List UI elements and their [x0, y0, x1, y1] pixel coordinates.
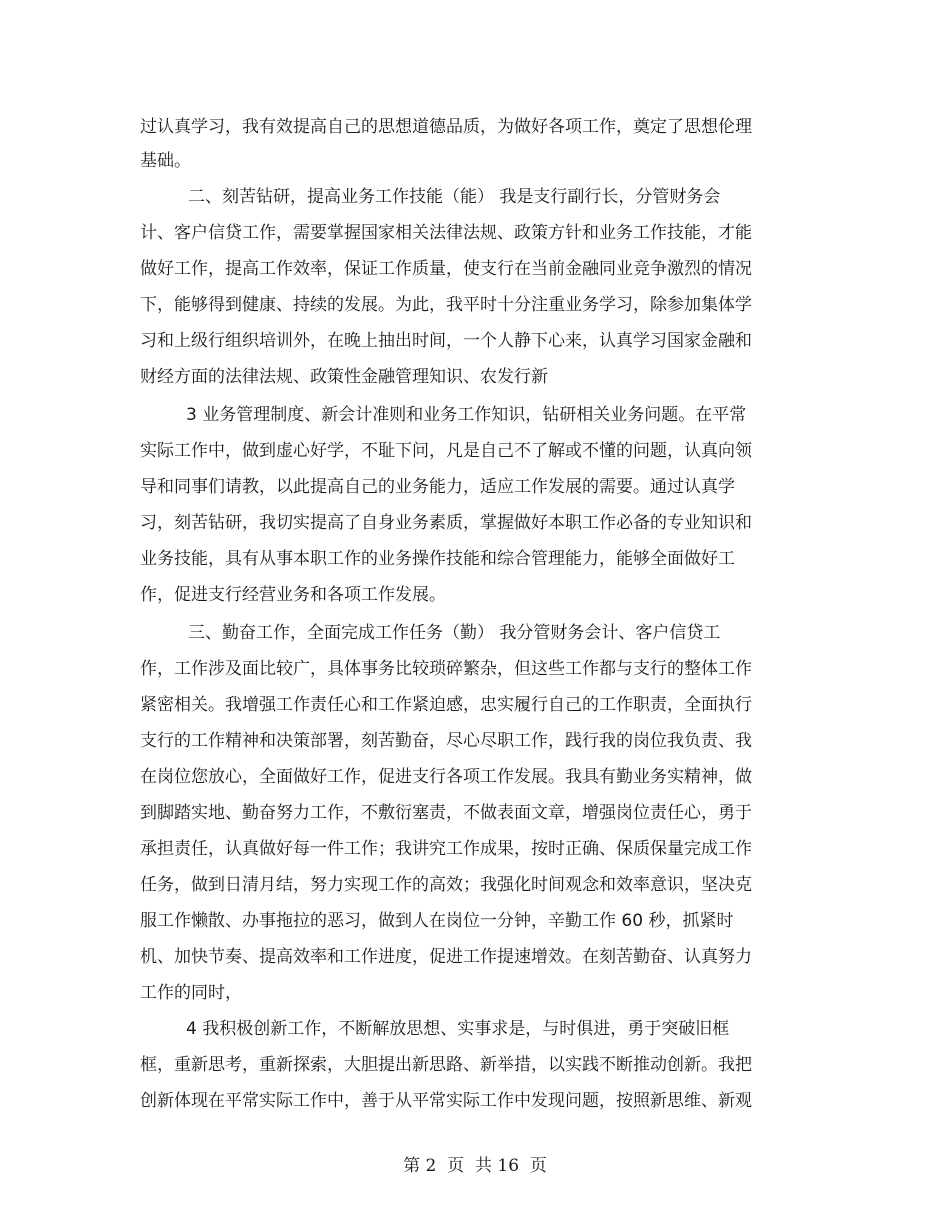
- text-line: 工作的同时，: [140, 983, 242, 1003]
- text-line: 二、刻苦钻研，提高业务工作技能（能） 我是支行副行长，分管财务会: [188, 187, 721, 207]
- text-line: 导和同事们请教，以此提高自己的业务能力，适应工作发展的需要。通过认真学: [140, 477, 735, 497]
- text-line: 习，刻苦钻研，我切实提高了自身业务素质，掌握做好本职工作必备的专业知识和: [140, 513, 752, 533]
- text-line: 实际工作中，做到虚心好学，不耻下问，凡是自己不了解或不懂的问题，认真向领: [140, 441, 752, 461]
- text-line: 框，重新思考，重新探索，大胆提出新思路、新举措，以实践不断推动创新。我把: [140, 1055, 752, 1075]
- text-line: 做好工作，提高工作效率，保证工作质量，使支行在当前金融同业竞争激烈的情况: [140, 259, 752, 279]
- text-line: 服工作懒散、办事拖拉的恶习，做到人在岗位一分钟，辛勤工作 60 秒，抓紧时: [140, 911, 734, 931]
- text-line: 计、客户信贷工作，需要掌握国家相关法律法规、政策方针和业务工作技能，才能: [140, 223, 752, 243]
- text-line: 习和上级行组织培训外，在晚上抽出时间，一个人静下心来，认真学习国家金融和: [140, 331, 752, 351]
- text-line: 承担责任，认真做好每一件工作；我讲究工作成果，按时正确、保质保量完成工作: [140, 839, 752, 859]
- text-line: 在岗位您放心，全面做好工作，促进支行各项工作发展。我具有勤业务实精神，做: [140, 767, 752, 787]
- text-line: 下，能够得到健康、持续的发展。为此，我平时十分注重业务学习，除参加集体学: [140, 295, 752, 315]
- text-line: 任务，做到日清月结，努力实现工作的高效；我强化时间观念和效率意识，坚决克: [140, 875, 752, 895]
- text-line: 过认真学习，我有效提高自己的思想道德品质，为做好各项工作，奠定了思想伦理: [140, 117, 752, 137]
- text-line: 3 业务管理制度、新会计准则和业务工作知识，钻研相关业务问题。在平常: [186, 405, 747, 425]
- text-line: 创新体现在平常实际工作中，善于从平常实际工作中发现问题，按照新思维、新观: [140, 1091, 752, 1111]
- text-line: 作，工作涉及面比较广，具体事务比较琐碎繁杂，但这些工作都与支行的整体工作: [140, 659, 752, 679]
- text-line: 三、勤奋工作，全面完成工作任务（勤） 我分管财务会计、客户信贷工: [188, 623, 721, 643]
- text-line: 基础。: [140, 151, 191, 171]
- text-line: 支行的工作精神和决策部署，刻苦勤奋，尽心尽职工作，践行我的岗位我负责、我: [140, 731, 752, 751]
- text-line: 业务技能，具有从事本职工作的业务操作技能和综合管理能力，能够全面做好工: [140, 549, 735, 569]
- text-line: 作，促进支行经营业务和各项工作发展。: [140, 585, 446, 605]
- text-line: 4 我积极创新工作，不断解放思想、实事求是，与时俱进，勇于突破旧框: [186, 1019, 730, 1039]
- text-line: 紧密相关。我增强工作责任心和工作紧迫感，忠实履行自己的工作职责，全面执行: [140, 695, 752, 715]
- text-line: 到脚踏实地、勤奋努力工作，不敷衍塞责，不做表面文章，增强岗位责任心，勇于: [140, 803, 752, 823]
- text-line: 财经方面的法律法规、政策性金融管理知识、农发行新: [140, 367, 548, 387]
- page-number: 第 2 页 共 16 页: [403, 1156, 547, 1176]
- text-line: 机、加快节奏、提高效率和工作进度，促进工作提速增效。在刻苦勤奋、认真努力: [140, 947, 752, 967]
